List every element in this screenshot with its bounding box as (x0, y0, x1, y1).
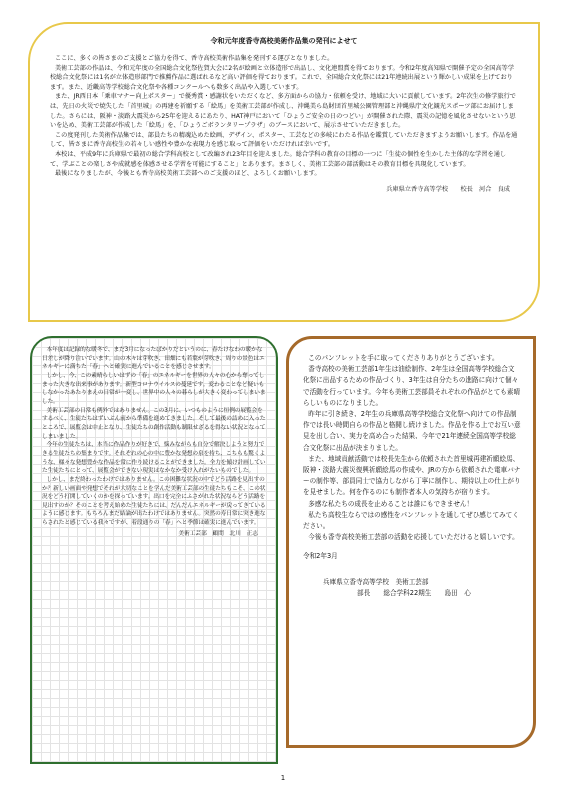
advisor-signature: 美術工芸部 顧問 北川 正志 (178, 530, 258, 537)
right-date: 令和2年3月 (303, 552, 338, 561)
top-paragraph: 美術工芸部の作品は、令和元年度の全国総合文化祭佐賀大会に2名が絵画と立体造形で出品し、文化連盟賞を得ております。令和2年度高知県で開催予定の全国高等学校総合文化祭には1名が立体造形部門で推薦作品に選ばれるなど高い評価を得ております。これで、全国総合文化祭には21年連続出展という輝かしい成果を上げております。また、近畿高等学校総合文化祭や各種コンクールへも数多く出品や入選しています。 (50, 64, 515, 91)
right-paragraph: 私たち高校生ならではの感性をパンフレットを通してぜひ感じてみてください。 (303, 510, 519, 531)
right-closing-school: 兵庫県立香寺高等学校 美術工芸部 (323, 577, 429, 586)
page-number: 1 (280, 774, 286, 782)
left-paragraph: 今年の生徒たちは、本当に作品作りが好きで、悩みながらも自分で解決しようと努力できる生徒たちの集まりです。それぞれの心の中に豊かな発想の泉を持ち、こちらも驚くような、様々な発想豊かな作品を常に作り続けることができました。全力を傾け計画していた生徒たちにとって、展覧会ができない現実はなかなか受け入れがたいものでした。 (42, 442, 266, 475)
right-paragraph: 香寺高校の美術工芸部1年生は油絵制作、2年生は全国高等学校総合文化祭に出品するための作品づくり、3年生は自分たちの進路に向けて個々で活動を行っています。今年も美術工芸部員それぞれの作品がとても素晴らしいものになりました。 (303, 365, 521, 407)
principal-signature: 兵庫県立香寺高等学校 校長 河合 良成 (386, 185, 510, 193)
left-paragraph: しかし、今、この素晴らしいはずの「春」のエネルギーを世界の人々の心から奪ってしまった大きな出来事があります。新型コロナウイルスの蔓延です。変わることなど疑いもしなかったあたりまえの日常が一変し、世界中の人々の暮らしが大きく変わってしまいました。 (42, 372, 266, 405)
left-paragraph: 本年度は記録的な暖冬で、まだ3月になったばかりだというのに、春たけなわの暖かな日差しが降り注いでいます。山の木々は芽吹き、田畑にも若葉が芽吹き、周りの景色はエネルギーに満ちた「春」へと確実に進んでいることを感じさせます。 (42, 347, 265, 371)
right-paragraph: 今後も香寺高校美術工芸部の活動を応援していただけると嬉しいです。 (308, 533, 519, 542)
top-paragraph: 本校は、平成9年に兵庫県で最初の総合学科高校として改編され23年目を迎えました。総合学科の教育の目標の一つに「生徒の個性を生かした主体的な学習を通して、学ぶことの楽しさや成就感を体感させる学習を可能にすること」とあります。まさしく、美術工芸部の部活動はその教育目標を具現化しています。 (50, 150, 507, 168)
top-paragraph: また、JR西日本「乗車マナー向上ポスター」で優秀賞・感謝状をいただくなど、多方面からの協力・依頼を受け、地域に大いに貢献しています。2年次生の修学旅行では、先日の火災で焼失した「首里城」の再建を祈願する「絵馬」を美術工芸部が作成し、沖縄美ら島財団首里城公園管理部と沖縄県庁文化観光スポーツ部にお届けしました。さらには、阪神・淡路大震災から25年を迎えるにあたり、HAT神戸において「ひょうご安全の日のつどい」が開催された際、震災の記憶を風化させないという思いを込め、美術工芸部が作成した「絵馬」を、「ひょうごボランタリープラザ」のブースにおいて、展示させていただきました。 (50, 93, 516, 130)
top-paragraph: この度発刊した美術作品集では、部員たちの精魂込めた絵画、デザイン、ポスター、工芸などの多岐にわたる作品を鑑賞していただきますようお願いします。作品を通して、皆さまに香寺高校生の若々しい感性や豊かな表現力を感じ取って評価をいただければ幸いです。 (50, 131, 518, 149)
right-paragraph: このパンフレットを手に取ってくださりありがとうございます。 (308, 354, 499, 362)
advisor-message-box (30, 336, 278, 764)
right-closing-president: 部長 総合学科22期生 島田 心 (357, 588, 471, 597)
top-title: 令和元年度香寺高校美術作品集の発刊によせて (210, 37, 358, 45)
right-paragraph: 昨年に引き続き、2年生の兵庫県高等学校総合文化祭へ向けての作品制作では長い時間自らの作品と格闘し続けました。作品を作る上でお互い意見を出し合い、実力を高め合った結果、今年で21年連続全国高等学校総合文化祭に出品が決まりました。 (303, 410, 521, 452)
top-paragraph: ここに、多くの皆さまのご支援とご協力を得て、香寺高校美術作品集を発刊する運びとなりました。 (54, 55, 334, 62)
left-paragraph: 美術工芸部の日常も例外ではありません。この3月に、いつものように恒例の展覧会をするべく、生徒たちはずいぶん前から準備を進めてきました。そして最後の詰めに入ったところで、展覧会は中止となり、生徒たちの創作活動も制限せざるを得ない状況となってしまいました。 (42, 407, 266, 440)
right-paragraph: 多感な私たちの成長を止めることは誰にもできません！ (308, 499, 474, 508)
top-paragraph: 最後になりましたが、今後とも香寺高校美術工芸部へのご支援のほど、よろしくお願いします。 (54, 170, 321, 178)
right-paragraph: また、地域貢献活動では校長先生から依頼された首里城再建祈願絵馬、阪神・淡路大震災復興祈願絵馬の作成や、JRの方から依頼された電車バナーの制作等、部員同士で協力しながら丁寧に制作し、期待以上の仕上がりを見せました。何を作るのにも制作者本人の気持ちが宿ります。 (303, 454, 521, 497)
principal-message-box (28, 22, 540, 322)
left-paragraph: しかし、まだ終わったわけではありません。この困難な状況の中でどう活路を見出すのか？新しい画面や発想でそれが大切なことを学んだ美術工芸部の生徒たちもこそ、この状況をどう打開していくのかを探っています。出口を完全にふさがれた状況ならどう活路を見出すのか？そのことを考え始めた生徒たちには、だんだんエネルギーが戻ってきているように感じます。もちろんまだ結論が出たわけではありません。突然の寿日常に突き進ならされたと感じている我々ですが、着段通りの「春」へと季節は確実に進んでいます。 (42, 476, 266, 527)
club-president-message-box (286, 336, 536, 748)
